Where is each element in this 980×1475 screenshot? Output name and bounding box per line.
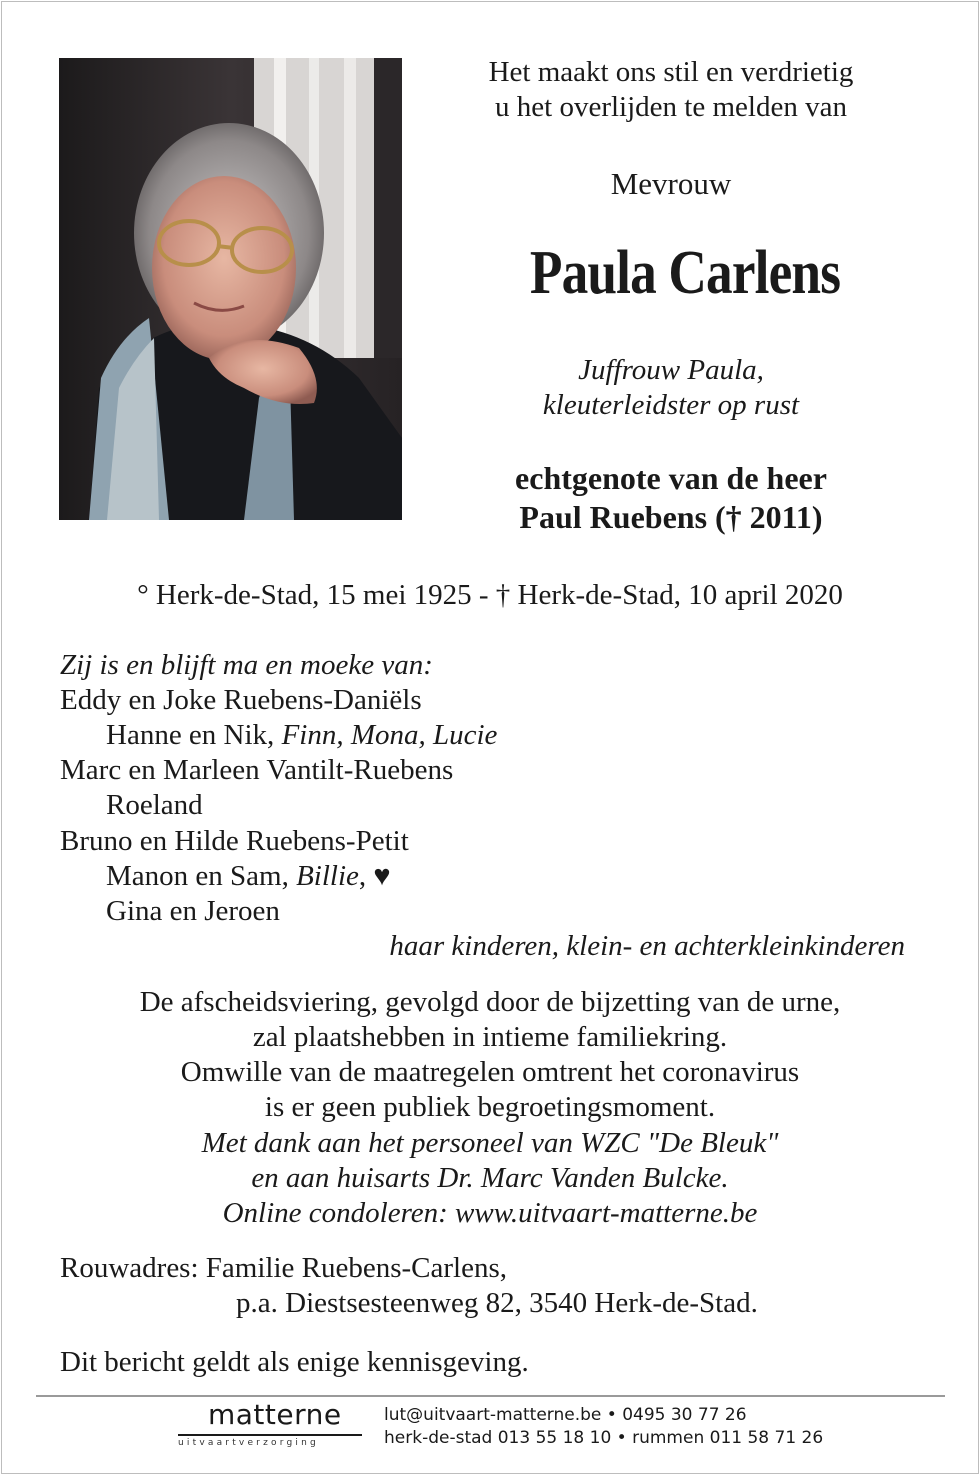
family-line-marc: Marc en Marleen Vantilt-Ruebens (60, 754, 454, 786)
spouse-line-1: echtgenote van de heer (515, 460, 827, 496)
ceremony-line-3: Omwille van de maatregelen omtrent het coronavirus (180, 1056, 800, 1088)
family-manon-grandchild: Billie (296, 860, 359, 892)
online-condolence[interactable]: Online condoleren: www.uitvaart-matterne.be (222, 1197, 758, 1229)
family-hanne-names: Hanne en Nik, (106, 719, 282, 751)
family-line-hanne (106, 718, 497, 753)
intro-line-1: Het maakt ons stil en verdrietig (488, 56, 854, 88)
family-hanne-grandchildren: Finn, Mona, Lucie (281, 719, 498, 751)
footer-divider (36, 1395, 945, 1397)
portrait-illustration (59, 58, 402, 520)
address-line-2: p.a. Diestsesteenweg 82, 3540 Herk-de-Stad. (236, 1287, 758, 1319)
notice-text: Dit bericht geldt als enige kennisgeving. (60, 1346, 529, 1378)
title-prefix: Mevrouw (610, 166, 732, 201)
thanks-line-2: en aan huisarts Dr. Marc Vanden Bulcke. (251, 1162, 729, 1194)
contact-line-1[interactable]: lut@uitvaart-matterne.be • 0495 30 77 26 (384, 1405, 747, 1425)
family-line-eddy: Eddy en Joke Ruebens-Daniëls (60, 684, 422, 716)
family-closing: haar kinderen, klein- en achterkleinkinderen (389, 930, 905, 962)
subtitle-line-2: kleuterleidster op rust (542, 389, 800, 421)
deceased-name: Paula Carlens (529, 239, 841, 307)
family-line-bruno: Bruno en Hilde Ruebens-Petit (60, 825, 409, 857)
matterne-logo (176, 1398, 364, 1452)
birth-death-dates: ° Herk-de-Stad, 15 mei 1925 - † Herk-de-Stad, 10 april 2020 (137, 579, 843, 611)
portrait-photo (59, 58, 402, 520)
family-heading: Zij is en blijft ma en moeke van: (60, 649, 433, 681)
logo-wordmark: matterne (208, 1398, 342, 1431)
intro-line-2: u het overlijden te melden van (495, 91, 847, 123)
family-line-roeland: Roeland (106, 789, 203, 821)
family-manon-heart: , ♥ (358, 860, 391, 892)
logo-subtitle: uitvaartverzorging (178, 1438, 319, 1448)
subtitle-line-1: Juffrouw Paula, (578, 354, 764, 386)
family-manon-names: Manon en Sam, (106, 860, 297, 892)
family-line-gina: Gina en Jeroen (106, 895, 280, 927)
contact-line-2[interactable]: herk-de-stad 013 55 18 10 • rummen 011 58 71 26 (384, 1428, 824, 1448)
ceremony-line-1: De afscheidsviering, gevolgd door de bijzetting van de urne, (139, 986, 841, 1018)
ceremony-line-4: is er geen publiek begroetingsmoment. (264, 1091, 716, 1123)
address-line-1: Rouwadres: Familie Ruebens-Carlens, (60, 1252, 507, 1284)
logo-underline (178, 1434, 362, 1436)
spouse-line-2: Paul Ruebens († 2011) (519, 499, 823, 535)
ceremony-line-2: zal plaatshebben in intieme familiekring. (252, 1021, 728, 1053)
family-line-manon (106, 859, 391, 894)
thanks-line-1: Met dank aan het personeel van WZC "De Bleuk" (201, 1127, 779, 1159)
